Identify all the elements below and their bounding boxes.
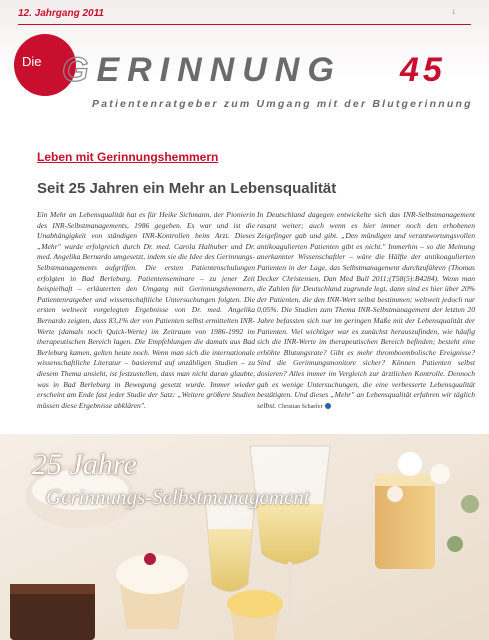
- masthead-subtitle: Patientenratgeber zum Umgang mit der Blutgerinnung: [92, 98, 473, 110]
- anniversary-photo: [0, 434, 489, 640]
- page-number: 1: [452, 10, 456, 16]
- masthead-rest: ERINNUNG: [96, 51, 342, 89]
- candle-glass-icon: [375, 474, 435, 569]
- article-headline: Seit 25 Jahren ein Mehr an Lebensqualität: [37, 180, 337, 197]
- issue-number: 45: [400, 51, 446, 89]
- article-column-left: [37, 210, 255, 411]
- volume-label: 12. Jahrgang 2011: [18, 8, 104, 19]
- header-rule: [18, 24, 471, 25]
- article-text-left: Ein Mehr an Lebensqualität hat es für Heike Sichmann, der Pionierin des INR-Selbstmanagements, 1986 gegeben. Es war und ist die Unabhängigkeit von ständigen INR-Kontrollen beim Arzt. Dieses „Mehr" wurde erfolgreich durch Dr. med. Carola Halhuber und Dr. med. Angelika Bernardo umgesetzt, indem sie die Idee des Gerinnungs-Selbstmanagements aufgriffen. Die ersten Patientenschulungen erfolgten in Bad Berleburg. Patientenseminare – zu jener Zeit beispielhaft – erläuterten den Umgang mit Gerinnungshemmern, Patientenratgeber und wissenschaftliche Untersuchungen folgten. Die ersten weltweit vorgelegten Ergebnisse von Dr. med. Angelika Bernardo zeigten, dass 83,1% der von Patienten selbst ermittelten INR-Werte (damals noch Quick-Werte) im Zeitraum von 1986-1992 im therapeutischen Bereich lagen. Die Empfehlungen die damals aus Bad Berleburg kamen, gelten heute noch. Wenn man sich die internationale wissenschaftliche Literatur – basierend auf unzähligen Studien – zu diesem Thema ansieht, ist festzustellen, dass man nicht daran glaubte, was in Bad Berleburg in Bewegung gesetzt wurde. Immer wieder erscheint am Ende fast jeder Studie der Satz: „Weitere größere Studien müssen diese Ergebnisse abklären".: [37, 210, 255, 410]
- masthead-first-letter: G: [62, 51, 97, 89]
- author-name: Christian Schaefer: [278, 403, 323, 410]
- flower-icon: [398, 452, 422, 476]
- article-text-right: In Deutschland dagegen entwickelte sich das INR-Selbstmanagement rasant weiter; auch wenn es hier immer noch den erhobenen Zeigefinger gab und gibt. „Den mündigen und verantwortungsvollen antikoagulierten Patienten gibt es nicht." Immerhin – so die Meinung anerkannter Wissenschaftler – wäre die Hälfte der antikoagulierten Patienten in der Lage, das Selbstmanagement durchzuführen (Thomas Decker Christensen, Dan Med Bull 2011;(T58(5):B4284). Wenn man die Zahlen für Deutschland zugrunde legt, dann sind es hier über 20% der Patienten, die den INR-Wert selbst bestimmen; weltweit jedoch nur 0,05%. Die Studien zum Thema INR-Selbstmanagement der letzten 20 Jahre befassten sich nur im geringen Maße mit der Lebensqualität der Patienten. Viel wichtiger war es zunächst herauszufinden, wie häufig sich die INR-Werte im therapeutischen Bereich befinden; besteht eine erhöhte Blutungsrate? Gibt es mehr thromboembolische Ereignisse? Sind die Gerinnungsmonitore sicher? Können Patienten selbst dosieren? Alles immer im Vergleich zur ärztlichen Kontrolle. Dennoch gab es wenige Untersuchungen, die eine verbesserte Lebensqualität bestätigten. Und dieses „Mehr" an Lebensqualität erfahren wir täglich selbst.: [257, 210, 475, 410]
- masthead-title: [62, 51, 342, 90]
- anniversary-years: 25 Jahre: [32, 448, 137, 481]
- article-column-right: [257, 210, 475, 412]
- anniversary-subtitle: Gerinnungs-Selbstmanagement: [46, 485, 310, 509]
- logo-die: Die: [22, 54, 42, 69]
- section-heading: Leben mit Gerinnungshemmern: [37, 150, 219, 164]
- end-mark-icon: [325, 403, 331, 409]
